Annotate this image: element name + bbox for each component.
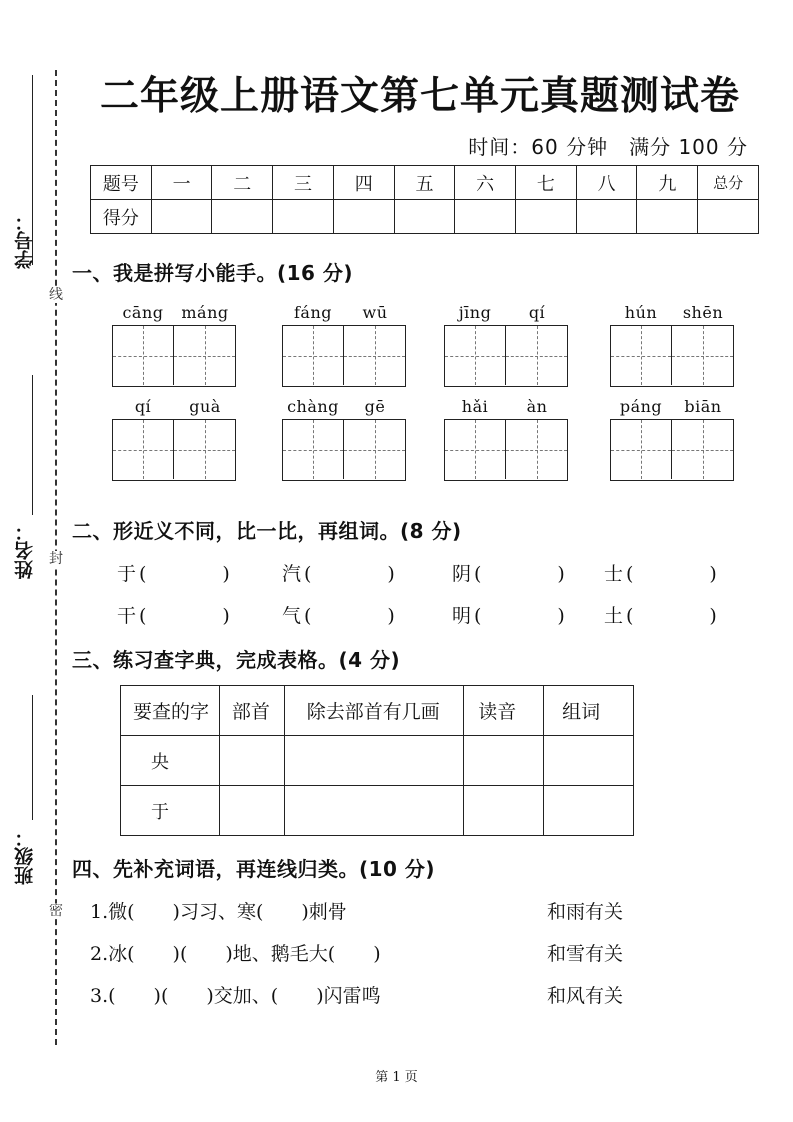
pinyin-text: àn <box>526 397 548 416</box>
word-form-char: 明 <box>452 605 472 627</box>
pinyin-text: jīng <box>458 303 492 322</box>
score-header-cell: 二 <box>212 166 273 200</box>
score-row-label: 得分 <box>91 200 152 234</box>
pinyin-text: gē <box>364 397 386 416</box>
tianzige-box[interactable] <box>610 325 734 387</box>
score-header-cell: 七 <box>516 166 577 200</box>
table-row <box>121 736 634 786</box>
score-header-cell: 九 <box>637 166 698 200</box>
word-form-char: 气 <box>282 605 302 627</box>
score-cell[interactable] <box>637 200 698 234</box>
dict-header-cell: 除去部首有几画 <box>284 686 464 736</box>
score-header-cell: 总分 <box>698 166 759 200</box>
score-cell[interactable] <box>516 200 577 234</box>
pinyin-text: hǎi <box>461 397 489 416</box>
dict-char-cell: 央 <box>121 736 220 786</box>
word-form-item[interactable] <box>282 601 395 628</box>
pinyin-text: qí <box>528 303 546 322</box>
dictionary-table <box>120 685 634 836</box>
score-cell[interactable] <box>273 200 334 234</box>
pinyin-text: páng <box>619 397 663 416</box>
dict-header-cell: 部首 <box>219 686 284 736</box>
score-table-score-row <box>91 200 759 234</box>
dict-char-cell: 于 <box>121 786 220 836</box>
binding-margin <box>0 0 70 1122</box>
word-form-blank[interactable]: ( ) <box>474 605 565 627</box>
dict-answer-cell[interactable] <box>219 736 284 786</box>
pinyin-text: chàng <box>287 397 339 416</box>
word-form-blank[interactable]: ( ) <box>474 563 565 585</box>
section3-title: 三、练习查字典，完成表格。(4 分) <box>72 648 401 672</box>
seal-char-mi: 密 <box>49 903 63 919</box>
table-row <box>121 786 634 836</box>
pinyin-text: qí <box>134 397 152 416</box>
page-title: 二年级上册语文第七单元真题测试卷 <box>99 74 740 119</box>
pinyin-text: fáng <box>293 303 332 322</box>
word-form-blank[interactable]: ( ) <box>139 605 230 627</box>
idiom-fill-line[interactable]: 3.( )( )交加、( )闪雷鸣 <box>90 985 381 1007</box>
score-header-cell: 题号 <box>91 166 152 200</box>
score-cell[interactable] <box>455 200 516 234</box>
score-header-cell: 三 <box>273 166 334 200</box>
dictionary-table-header <box>121 686 634 736</box>
score-table <box>90 165 759 234</box>
section1-title: 一、我是拼写小能手。(16 分) <box>72 261 354 285</box>
dict-answer-cell[interactable] <box>219 786 284 836</box>
pinyin-text: guà <box>189 397 221 416</box>
pinyin-text: cāng <box>122 303 164 322</box>
word-form-item[interactable] <box>452 559 565 586</box>
word-form-item[interactable] <box>604 601 717 628</box>
word-form-item[interactable] <box>117 601 230 628</box>
idiom-fill-line[interactable]: 1.微( )习习、寒( )刺骨 <box>90 901 347 923</box>
word-form-item[interactable] <box>452 601 565 628</box>
word-form-blank[interactable]: ( ) <box>139 563 230 585</box>
score-cell[interactable] <box>394 200 455 234</box>
name-line <box>32 375 33 515</box>
pinyin-text: shēn <box>682 303 724 322</box>
tianzige-box[interactable] <box>282 325 406 387</box>
word-form-item[interactable] <box>604 559 717 586</box>
word-form-char: 土 <box>604 605 624 627</box>
tianzige-box[interactable] <box>282 419 406 481</box>
score-cell[interactable] <box>576 200 637 234</box>
dict-answer-cell[interactable] <box>544 786 634 836</box>
score-table-header-row <box>91 166 759 200</box>
pinyin-text: máng <box>181 303 229 322</box>
category-label[interactable]: 和风有关 <box>547 985 624 1007</box>
dict-header-cell: 组词 <box>544 686 634 736</box>
word-form-char: 阴 <box>452 563 472 585</box>
word-form-item[interactable] <box>117 559 230 586</box>
word-form-char: 汽 <box>282 563 302 585</box>
exam-meta: 时间：60 分钟 满分 100 分 <box>468 135 748 159</box>
dict-answer-cell[interactable] <box>284 736 464 786</box>
word-form-char: 于 <box>117 563 137 585</box>
score-header-cell: 五 <box>394 166 455 200</box>
page-number: 第 1 页 <box>375 1070 418 1085</box>
pinyin-text: wū <box>362 303 388 322</box>
category-label[interactable]: 和雨有关 <box>547 901 624 923</box>
dict-answer-cell[interactable] <box>464 736 544 786</box>
tianzige-box[interactable] <box>112 325 236 387</box>
word-form-item[interactable] <box>282 559 395 586</box>
tianzige-box[interactable] <box>610 419 734 481</box>
name-label: 姓名： <box>14 522 36 579</box>
section4-title: 四、先补充词语，再连线归类。(10 分) <box>72 857 436 881</box>
word-form-blank[interactable]: ( ) <box>304 605 395 627</box>
tianzige-box[interactable] <box>444 419 568 481</box>
score-header-cell: 一 <box>151 166 212 200</box>
class-line <box>32 695 33 820</box>
pinyin-text: biān <box>684 397 722 416</box>
category-label[interactable]: 和雪有关 <box>547 943 624 965</box>
score-cell[interactable] <box>333 200 394 234</box>
score-header-cell: 八 <box>576 166 637 200</box>
score-cell[interactable] <box>698 200 759 234</box>
score-cell[interactable] <box>212 200 273 234</box>
word-form-blank[interactable]: ( ) <box>626 605 717 627</box>
dict-answer-cell[interactable] <box>284 786 464 836</box>
word-form-blank[interactable]: ( ) <box>626 563 717 585</box>
dict-header-cell: 读音 <box>464 686 544 736</box>
score-header-cell: 六 <box>455 166 516 200</box>
idiom-fill-line[interactable]: 2.冰( )( )地、鹅毛大( ) <box>90 943 381 965</box>
word-form-blank[interactable]: ( ) <box>304 563 395 585</box>
section2-title: 二、形近义不同，比一比，再组词。(8 分) <box>72 519 462 543</box>
student-id-label: 学号： <box>14 212 36 269</box>
score-header-cell: 四 <box>333 166 394 200</box>
tianzige-box[interactable] <box>112 419 236 481</box>
dict-header-cell: 要查的字 <box>121 686 220 736</box>
class-label: 班级： <box>14 828 36 885</box>
score-cell[interactable] <box>151 200 212 234</box>
seal-char-feng: 封 <box>49 551 63 567</box>
seal-char-xian: 线 <box>49 287 63 303</box>
dict-answer-cell[interactable] <box>544 736 634 786</box>
word-form-char: 干 <box>117 605 137 627</box>
dict-answer-cell[interactable] <box>464 786 544 836</box>
word-form-char: 士 <box>604 563 624 585</box>
tianzige-box[interactable] <box>444 325 568 387</box>
pinyin-text: hún <box>624 303 658 322</box>
